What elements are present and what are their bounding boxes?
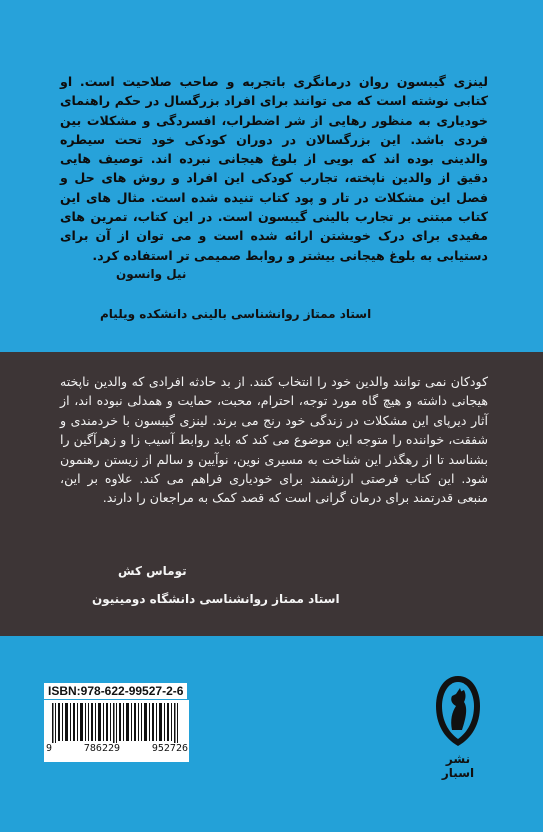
endorser-name-2: توماس کش	[118, 564, 187, 578]
barcode-digit-group: 952726	[151, 743, 188, 754]
praise-paragraph-1: لینزی گیبسون روان درمانگری باتجربه و صاحب صلاحیت است. او کتابی نوشته است که می توانند برای افراد بزرگسال در حکم راهنمای خودیاری به منظور رهایی از شر اضطراب، افسردگی و مشکلات بین فردی باشد. این بزرگسالان در دوران کودکی خود تحت سیطره والدینی بوده اند که بویی از بلوغ هیجانی نبرده اند. توصیف هایی دقیق از والدین ناپخته، تجارب کودکی این افراد و روش های حل و فصل این مشکلات در تار و پود کتاب تنیده شده است. مثال های این کتاب مبتنی بر تجارب بالینی گیبسون است. در این کتاب، تمرین های مفیدی برای درک خویشتن ارائه شده است و می توان از آن برای دستیابی به بلوغ هیجانی بیشتر و روابط صمیمی تر استفاده کرد.	[60, 74, 488, 263]
barcode-digits	[46, 743, 188, 754]
endorser-title-2: استاد ممتاز روانشناسی دانشگاه دومینیون	[92, 592, 340, 606]
praise-paragraph-2: کودکان نمی توانند والدین خود را انتخاب کنند. از بد حادثه افرادی که والدین ناپخته هیجانی داشته و هیچ گاه مورد توجه، احترام، محبت، حمایت و همدلی نبوده اند، از آثار دیرپای این مشکلات در زندگی خود رنج می برند. لینزی گیبسون با خردمندی و شفقت، خواننده را متوجه این موضوع می کند که باید روابط آسیب زا و زهرآگین را بشناسد تا از رهگذر این شناخت به مسیری نوین، نوآیین و سالم از زیستن رهنمون شود. این کتاب فرصتی ارزشمند برای خودیاری فراهم می کند. علاوه بر این، منبعی قدرتمند برای درمان گرانی است که قصد کمک به مراجعان را دارند.	[60, 374, 488, 506]
barcode-icon	[52, 703, 184, 745]
horse-head-icon	[430, 672, 486, 750]
isbn-label: ISBN:978-622-99527-2-6	[44, 683, 187, 699]
endorser-name-1: نیل وانسون	[116, 267, 187, 281]
endorser-title-1: استاد ممتاز روانشناسی بالینی دانشکده ویلیام	[100, 307, 372, 321]
barcode-digit-group: 9	[46, 743, 53, 754]
publisher-name: نشر اسبار	[441, 752, 475, 780]
barcode-digit-group: 786229	[83, 743, 121, 754]
